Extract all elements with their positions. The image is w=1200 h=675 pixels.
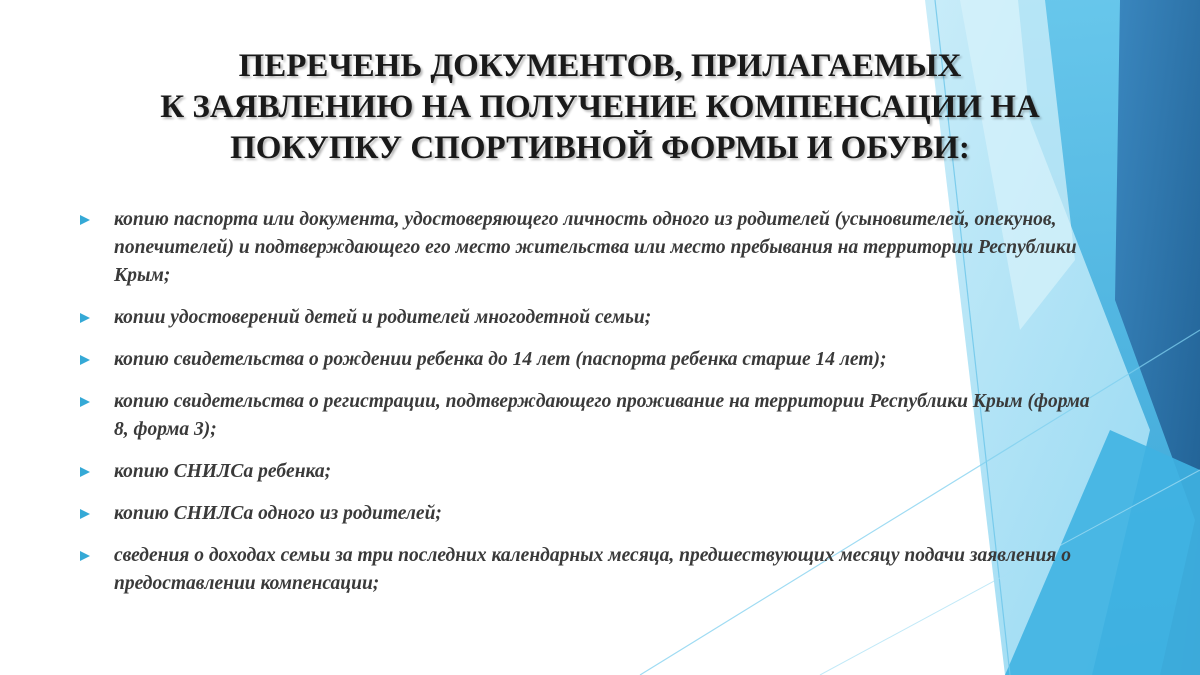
triangle-right-icon: [80, 313, 90, 323]
list-item-text: копию свидетельства о регистрации, подтверждающего проживание на территории Республики Крым (форма 8, форма 3);: [114, 391, 1090, 440]
triangle-right-icon: [80, 509, 90, 519]
title-line: К ЗАЯВЛЕНИЮ НА ПОЛУЧЕНИЕ КОМПЕНСАЦИИ НА: [160, 89, 1040, 125]
triangle-right-icon: [80, 397, 90, 407]
triangle-right-icon: [80, 215, 90, 225]
list-item: [80, 346, 1090, 374]
list-item-text: копию паспорта или документа, удостоверяющего личность одного из родителей (усыновителей, опекунов, попечителей) и подтверждающего его место жительства или место пребывания на территории Республики Крым;: [114, 209, 1077, 286]
list-item-text: сведения о доходах семьи за три последних календарных месяца, предшествующих месяцу подачи заявления о предоставлении компенсации;: [114, 545, 1071, 594]
list-item: [80, 388, 1090, 444]
title-line: ПОКУПКУ СПОРТИВНОЙ ФОРМЫ И ОБУВИ:: [230, 130, 970, 166]
title-line: ПЕРЕЧЕНЬ ДОКУМЕНТОВ, ПРИЛАГАЕМЫХ: [238, 48, 962, 84]
list-item-text: копию СНИЛСа ребенка;: [114, 461, 332, 482]
list-item-text: копию СНИЛСа одного из родителей;: [114, 503, 442, 524]
triangle-right-icon: [80, 355, 90, 365]
list-item: [80, 458, 1090, 486]
document-list: [80, 206, 1090, 612]
list-item: [80, 542, 1090, 598]
list-item: [80, 206, 1090, 290]
list-item: [80, 304, 1090, 332]
list-item-text: копии удостоверений детей и родителей многодетной семьи;: [114, 307, 652, 328]
list-item-text: копию свидетельства о рождении ребенка до 14 лет (паспорта ребенка старше 14 лет);: [114, 349, 887, 370]
slide-title: [60, 46, 1140, 169]
triangle-right-icon: [80, 467, 90, 477]
list-item: [80, 500, 1090, 528]
triangle-right-icon: [80, 551, 90, 561]
